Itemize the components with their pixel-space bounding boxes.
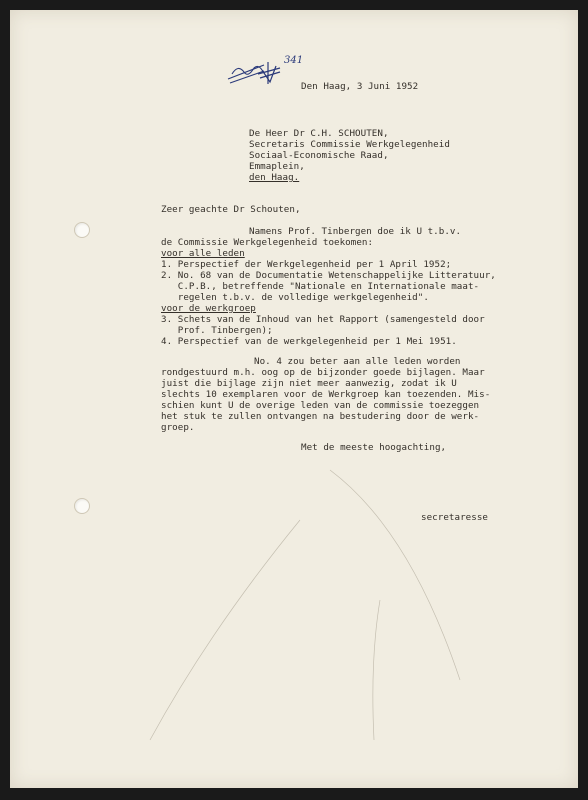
- punch-hole-bottom: [74, 498, 90, 514]
- body-line-2: rondgestuurd m.h. oog op de bijzonder goede bijlagen. Maar: [161, 367, 485, 378]
- enclosure-item-4: 4. Perspectief van de werkgelegenheid per 1 Mei 1951.: [161, 336, 457, 347]
- recipient-line-4: Emmaplein,: [249, 161, 305, 172]
- enclosure-item-3-line-2: Prof. Tinbergen);: [161, 325, 273, 336]
- recipient-line-1: De Heer Dr C.H. SCHOUTEN,: [249, 128, 389, 139]
- recipient-line-3: Sociaal-Economische Raad,: [249, 150, 389, 161]
- body-line-6: het stuk te zullen ontvangen na bestudering door de werk-: [161, 411, 480, 422]
- enclosure-item-2-line-1: 2. No. 68 van de Documentatie Wetenschappelijke Litteratuur,: [161, 270, 496, 281]
- body-line-1: No. 4 zou beter aan alle leden worden: [254, 356, 461, 367]
- handwritten-reference-number: 341: [284, 55, 304, 66]
- body-line-5: schien kunt U de overige leden van de commissie toezeggen: [161, 400, 480, 411]
- group-all-heading: voor alle leden: [161, 248, 245, 259]
- body-line-4: slechts 10 exemplaren voor de Werkgroep kan toezenden. Mis-: [161, 389, 491, 400]
- recipient-line-5: den Haag.: [249, 172, 300, 183]
- intro-line-2: de Commissie Werkgelegenheid toekomen:: [161, 237, 374, 248]
- punch-hole-top: [74, 222, 90, 238]
- closing: Met de meeste hoogachting,: [301, 442, 447, 453]
- place-date: Den Haag, 3 Juni 1952: [301, 81, 419, 92]
- signature: secretaresse: [421, 512, 488, 523]
- enclosure-item-1: 1. Perspectief der Werkgelegenheid per 1 April 1952;: [161, 259, 452, 270]
- group-workgroup-heading: voor de werkgroep: [161, 303, 256, 314]
- body-line-7: groep.: [161, 422, 195, 433]
- salutation: Zeer geachte Dr Schouten,: [161, 204, 301, 215]
- recipient-line-2: Secretaris Commissie Werkgelegenheid: [249, 139, 450, 150]
- enclosure-item-2-line-3: regelen t.b.v. de volledige werkgelegenheid".: [161, 292, 429, 303]
- intro-line-1: Namens Prof. Tinbergen doe ik U t.b.v.: [249, 226, 462, 237]
- body-line-3: juist die bijlage zijn niet meer aanwezig, zodat ik U: [161, 378, 457, 389]
- enclosure-item-2-line-2: C.P.B., betreffende "Nationale en Internationale maat-: [161, 281, 480, 292]
- enclosure-item-3-line-1: 3. Schets van de Inhoud van het Rapport (samengesteld door: [161, 314, 485, 325]
